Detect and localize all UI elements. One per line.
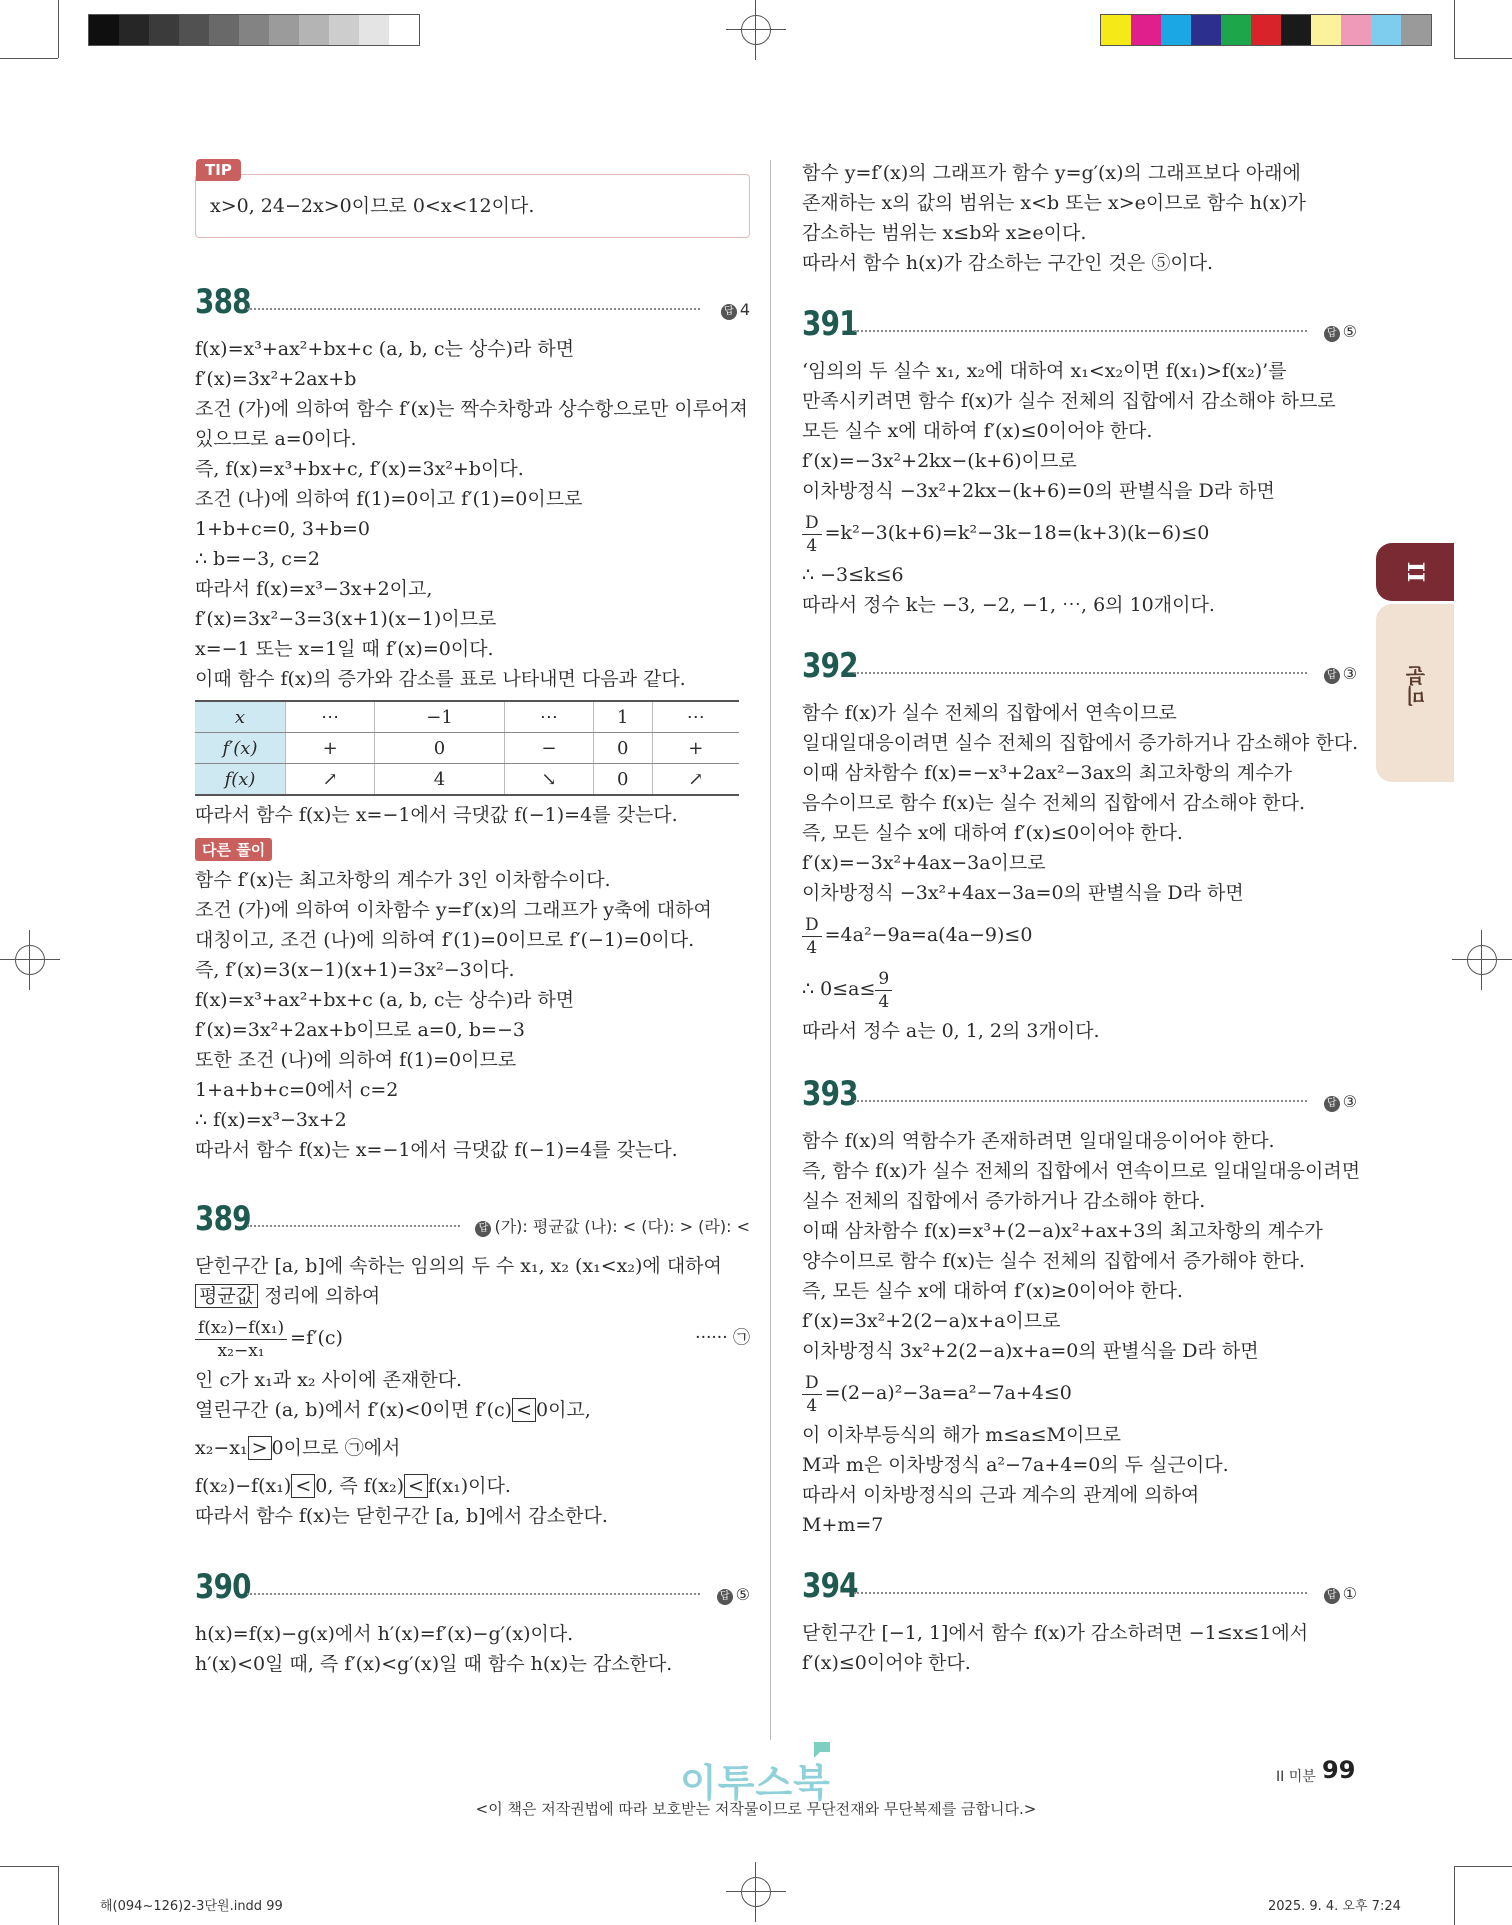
problem-number: 390 [195, 1567, 251, 1607]
leader-dots [854, 330, 1307, 332]
leader-dots [247, 1593, 700, 1595]
solution-line: 음수이므로 함수 f(x)는 실수 전체의 집합에서 감소해야 한다. [802, 792, 1306, 814]
tip-box [195, 161, 750, 238]
solution-line: 실수 전체의 집합에서 증가하거나 감소해야 한다. [802, 1190, 1206, 1212]
blank-box: 평균값 [195, 1284, 258, 1308]
registration-mark-top [726, 0, 786, 60]
table-cell: 0 [594, 764, 653, 796]
solution-line: 따라서 정수 k는 −3, −2, −1, ⋯, 6의 10개이다. [802, 594, 1215, 616]
blank-box: < [404, 1474, 428, 1498]
color-swatch [359, 15, 389, 45]
solution-line: f(x)=x³+ax²+bx+c (a, b, c는 상수)라 하면 [195, 989, 575, 1011]
line-text: f(x₂)−f(x₁) [195, 1475, 292, 1497]
problem-392-body [802, 698, 1357, 1046]
fraction-line [802, 506, 1357, 560]
answer-value: ③ [1342, 1092, 1357, 1111]
problem-389-header [195, 1195, 750, 1241]
line-text: =4a²−9a=a(4a−9)≤0 [824, 924, 1033, 946]
table-cell: 4 [375, 764, 504, 796]
problem-388-header [195, 278, 750, 324]
crop-mark [1454, 58, 1512, 59]
fraction-numerator: 9 [875, 968, 892, 991]
registration-mark-bottom [726, 1862, 786, 1922]
solution-line: 따라서 함수 f(x)는 x=−1에서 극댓값 f(−1)=4를 갖는다. [195, 1139, 678, 1161]
line-text: =f′(c) [290, 1327, 343, 1349]
blank-box: < [512, 1398, 536, 1422]
color-swatch [1371, 15, 1401, 45]
solution-line: 따라서 f(x)=x³−3x+2이고, [195, 578, 433, 600]
solution-line: 함수 f(x)가 실수 전체의 집합에서 연속이므로 [802, 702, 1177, 724]
problem-390-continued [802, 158, 1357, 278]
color-swatch [1311, 15, 1341, 45]
color-swatch [119, 15, 149, 45]
solution-line: f′(x)=3x²+2ax+b이므로 a=0, b=−3 [195, 1019, 525, 1041]
color-swatch [299, 15, 329, 45]
fraction [195, 1317, 287, 1362]
problem-391-body [802, 356, 1357, 620]
solution-line: h(x)=f(x)−g(x)에서 h′(x)=f′(x)−g′(x)이다. [195, 1623, 574, 1645]
chapter-tab-roman [1376, 543, 1454, 601]
solution-line: 함수 f′(x)는 최고차항의 계수가 3인 이차함수이다. [195, 869, 611, 891]
solution-line: 닫힌구간 [a, b]에 속하는 임의의 두 수 x₁, x₂ (x₁<x₂)에 대하여 [195, 1255, 722, 1277]
answer-badge [1324, 1584, 1357, 1604]
solution-line: 존재하는 x의 값의 범위는 x<b 또는 x>e이므로 함수 h(x)가 [802, 192, 1306, 214]
fraction [802, 914, 822, 959]
solution-line: 인 c가 x₁과 x₂ 사이에 존재한다. [195, 1369, 463, 1391]
print-datetime: 2025. 9. 4. 오후 7:24 [1268, 1899, 1401, 1914]
table-cell: ↗ [652, 764, 739, 796]
table-cell: f(x) [195, 764, 286, 796]
crop-mark [1454, 1866, 1512, 1867]
leader-dots [247, 1225, 460, 1227]
crop-mark [0, 1866, 58, 1867]
problem-390-body [195, 1619, 750, 1679]
table-cell: ⋯ [652, 701, 739, 733]
color-swatch [1131, 15, 1161, 45]
problem-394-body [802, 1618, 1357, 1678]
color-swatch [1161, 15, 1191, 45]
fraction-denominator: 4 [806, 535, 818, 556]
answer-icon: 답 [721, 304, 737, 320]
color-swatch-bar [1100, 14, 1432, 46]
problem-number: 393 [802, 1074, 858, 1114]
answer-icon: 답 [1324, 1588, 1340, 1604]
color-swatch [179, 15, 209, 45]
column-divider [770, 160, 771, 1740]
copyright-notice: <이 책은 저작권법에 따라 보호받는 저작물이므로 무단전재와 무단복제를 금합니다.> [475, 1800, 1037, 1818]
problem-number: 394 [802, 1566, 858, 1606]
answer-icon: 답 [717, 1589, 733, 1605]
registration-mark-right [1452, 930, 1512, 990]
answer-value: 4 [739, 300, 750, 319]
solution-line: 따라서 이차방정식의 근과 계수의 관계에 의하여 [802, 1484, 1200, 1506]
crop-mark [0, 58, 58, 59]
table-cell: ⋯ [504, 701, 593, 733]
solution-line: ∴ b=−3, c=2 [195, 548, 320, 570]
line-text: 정리에 의하여 [258, 1285, 381, 1307]
footer-chapter: II 미분 [1276, 1769, 1316, 1785]
solution-line: 따라서 함수 h(x)가 감소하는 구간인 것은 ⑤이다. [802, 252, 1214, 274]
solution-line: 따라서 정수 a는 0, 1, 2의 3개이다. [802, 1020, 1100, 1042]
chapter-label: 미분 [1405, 666, 1429, 706]
solution-line: 이때 함수 f(x)의 증가와 감소를 표로 나타내면 다음과 같다. [195, 668, 686, 690]
fraction-denominator: x₂−x₁ [217, 1340, 265, 1361]
solution-line: 닫힌구간 [−1, 1]에서 함수 f(x)가 감소하려면 −1≤x≤1에서 [802, 1622, 1309, 1644]
answer-value: (가): 평균값 (나): < (다): > (라): < [494, 1217, 750, 1236]
solution-line: ∴ −3≤k≤6 [802, 564, 904, 586]
fraction-numerator: f(x₂)−f(x₁) [195, 1317, 287, 1340]
answer-icon: 답 [1324, 326, 1340, 342]
color-swatch [209, 15, 239, 45]
tip-text: x>0, 24−2x>0이므로 0<x<12이다. [210, 195, 535, 217]
fraction-line [802, 908, 1357, 962]
table-cell: 0 [375, 733, 504, 764]
table-cell: + [652, 733, 739, 764]
problem-388-body [195, 334, 750, 1165]
fraction [875, 968, 892, 1013]
solution-line: h′(x)<0일 때, 즉 f′(x)<g′(x)일 때 함수 h(x)는 감소한다. [195, 1653, 673, 1675]
color-swatch [269, 15, 299, 45]
solution-line: 조건 (나)에 의하여 f(1)=0이고 f′(1)=0이므로 [195, 488, 583, 510]
color-swatch [1251, 15, 1281, 45]
problem-number: 392 [802, 646, 858, 686]
fraction-numerator: D [802, 1372, 822, 1395]
answer-value: ① [1342, 1584, 1357, 1603]
tip-label: TIP [196, 159, 241, 181]
answer-badge [721, 300, 750, 320]
solution-line: 즉, 모든 실수 x에 대하여 f′(x)≤0이어야 한다. [802, 822, 1183, 844]
blank-box: < [291, 1474, 315, 1498]
problem-393-header [802, 1070, 1357, 1116]
color-swatch [1341, 15, 1371, 45]
fraction [802, 512, 822, 557]
fraction [802, 1372, 822, 1417]
solution-line: 즉, f(x)=x³+bx+c, f′(x)=3x²+b이다. [195, 458, 524, 480]
problem-392-header [802, 642, 1357, 688]
solution-line: 만족시키려면 함수 f(x)가 실수 전체의 집합에서 감소해야 하므로 [802, 390, 1336, 412]
color-swatch [1101, 15, 1131, 45]
solution-line: 함수 f(x)의 역함수가 존재하려면 일대일대응이어야 한다. [802, 1130, 1275, 1152]
solution-line: M과 m은 이차방정식 a²−7a+4=0의 두 실근이다. [802, 1454, 1229, 1476]
left-column [195, 160, 750, 1679]
fraction-denominator: 4 [878, 991, 890, 1012]
solution-line: x=−1 또는 x=1일 때 f′(x)=0이다. [195, 638, 494, 660]
page-number: 99 [1322, 1756, 1356, 1784]
solution-line: 이차방정식 −3x²+4ax−3a=0의 판별식을 D라 하면 [802, 882, 1244, 904]
solution-line: 이차방정식 −3x²+2kx−(k+6)=0의 판별식을 D라 하면 [802, 480, 1275, 502]
problem-number: 389 [195, 1199, 251, 1239]
line-text: 0, 즉 f(x₂) [315, 1475, 404, 1497]
color-swatch [89, 15, 119, 45]
answer-icon: 답 [1324, 1096, 1340, 1112]
problem-390-header [195, 1563, 750, 1609]
solution-line: ‘임의의 두 실수 x₁, x₂에 대하여 x₁<x₂이면 f(x₁)>f(x₂)’를 [802, 360, 1287, 382]
answer-icon: 답 [1324, 668, 1340, 684]
table-cell: −1 [375, 701, 504, 733]
solution-line: 이차방정식 3x²+2(2−a)x+a=0의 판별식을 D라 하면 [802, 1340, 1259, 1362]
table-cell: x [195, 701, 286, 733]
fraction-line [802, 962, 1357, 1016]
solution-line: 이때 삼차함수 f(x)=−x³+2ax²−3ax의 최고차항의 계수가 [802, 762, 1292, 784]
table-row [195, 701, 739, 733]
line-text: 0이므로 ㉠에서 [271, 1437, 401, 1459]
solution-line: 대칭이고, 조건 (나)에 의하여 f′(1)=0이므로 f′(−1)=0이다. [195, 929, 695, 951]
problem-number: 391 [802, 304, 858, 344]
color-swatch [1221, 15, 1251, 45]
color-swatch [1281, 15, 1311, 45]
variation-table [195, 700, 739, 796]
table-cell: − [504, 733, 593, 764]
table-cell: ⋯ [286, 701, 375, 733]
solution-line: 1+a+b+c=0에서 c=2 [195, 1079, 399, 1101]
solution-line: 이 이차부등식의 해가 m≤a≤M이므로 [802, 1424, 1122, 1446]
equation-tag: ······ ㉠ [695, 1328, 750, 1348]
solution-line [195, 1471, 750, 1501]
solution-line: 이때 삼차함수 f(x)=x³+(2−a)x²+ax+3의 최고차항의 계수가 [802, 1220, 1323, 1242]
problem-391-header [802, 300, 1357, 346]
problem-389-body [195, 1251, 750, 1531]
solution-line: 즉, f′(x)=3(x−1)(x+1)=3x²−3이다. [195, 959, 515, 981]
line-text: 열린구간 (a, b)에서 f′(x)<0이면 f′(c) [195, 1399, 513, 1421]
solution-line: 즉, 함수 f(x)가 실수 전체의 집합에서 연속이므로 일대일대응이려면 [802, 1160, 1361, 1182]
solution-line: 함수 y=f′(x)의 그래프가 함수 y=g′(x)의 그래프보다 아래에 [802, 162, 1301, 184]
solution-line: 감소하는 범위는 x≤b와 x≥e이다. [802, 222, 1087, 244]
solution-line: f′(x)≤0이어야 한다. [802, 1652, 971, 1674]
line-text: 0이고, [535, 1399, 591, 1421]
problem-394-header [802, 1562, 1357, 1608]
solution-line: 또한 조건 (나)에 의하여 f(1)=0이므로 [195, 1049, 517, 1071]
line-text: =k²−3(k+6)=k²−3k−18=(k+3)(k−6)≤0 [824, 522, 1210, 544]
color-swatch [149, 15, 179, 45]
solution-line [195, 1281, 750, 1311]
table-cell: f′(x) [195, 733, 286, 764]
answer-value: ③ [1342, 664, 1357, 683]
solution-line: 따라서 함수 f(x)는 닫힌구간 [a, b]에서 감소한다. [195, 1505, 608, 1527]
color-swatch [389, 15, 419, 45]
crop-mark [1454, 0, 1455, 58]
registration-mark-left [0, 930, 60, 990]
logo-flag-icon [812, 1740, 832, 1760]
solution-line: 즉, 모든 실수 x에 대하여 f′(x)≥0이어야 한다. [802, 1280, 1183, 1302]
line-text: x₂−x₁ [195, 1437, 248, 1459]
answer-badge [1324, 664, 1357, 684]
color-swatch [1191, 15, 1221, 45]
crop-mark [58, 0, 59, 58]
solution-line: 있으므로 a=0이다. [195, 428, 357, 450]
answer-value: ⑤ [1342, 322, 1357, 341]
solution-line: f′(x)=−3x²+2kx−(k+6)이므로 [802, 450, 1077, 472]
solution-line: 일대일대응이려면 실수 전체의 집합에서 증가하거나 감소해야 한다. [802, 732, 1359, 754]
alternative-solution-label: 다른 풀이 [195, 838, 272, 861]
line-text: f(x₁)이다. [427, 1475, 511, 1497]
fraction-denominator: 4 [806, 1395, 818, 1416]
line-text: ∴ 0≤a≤ [802, 978, 876, 1000]
solution-line [195, 1433, 750, 1463]
answer-badge [1324, 1092, 1357, 1112]
fraction-denominator: 4 [806, 937, 818, 958]
leader-dots [247, 308, 700, 310]
blank-box: > [248, 1436, 272, 1460]
crop-mark [58, 1866, 59, 1925]
solution-line: 양수이므로 함수 f(x)는 실수 전체의 집합에서 증가해야 한다. [802, 1250, 1306, 1272]
solution-line [195, 1395, 750, 1425]
answer-icon: 답 [475, 1221, 491, 1237]
solution-line: 1+b+c=0, 3+b=0 [195, 518, 370, 540]
color-swatch [1401, 15, 1431, 45]
chapter-roman-numeral: II [1402, 561, 1428, 583]
table-cell: 1 [594, 701, 653, 733]
table-row [195, 733, 739, 764]
table-cell: 0 [594, 733, 653, 764]
color-swatch [239, 15, 269, 45]
answer-badge [1324, 322, 1357, 342]
leader-dots [854, 1592, 1307, 1594]
solution-line: f′(x)=3x²−3=3(x+1)(x−1)이므로 [195, 608, 497, 630]
chapter-tab-label [1376, 604, 1454, 782]
grayscale-swatch-bar [88, 14, 420, 46]
solution-line: f′(x)=−3x²+4ax−3a이므로 [802, 852, 1046, 874]
fraction-numerator: D [802, 914, 822, 937]
solution-line: 따라서 함수 f(x)는 x=−1에서 극댓값 f(−1)=4를 갖는다. [195, 804, 678, 826]
solution-line: f′(x)=3x²+2ax+b [195, 368, 357, 390]
leader-dots [854, 1100, 1307, 1102]
solution-line: ∴ f(x)=x³−3x+2 [195, 1109, 347, 1131]
solution-line: M+m=7 [802, 1514, 884, 1536]
line-text: =(2−a)²−3a=a²−7a+4≤0 [824, 1382, 1072, 1404]
answer-badge [475, 1214, 750, 1237]
solution-line: f′(x)=3x²+2(2−a)x+a이므로 [802, 1310, 1061, 1332]
table-cell: ↗ [286, 764, 375, 796]
color-swatch [329, 15, 359, 45]
crop-mark [1454, 1866, 1455, 1925]
right-column [802, 158, 1361, 1678]
solution-line: 조건 (가)에 의하여 이차함수 y=f′(x)의 그래프가 y축에 대하여 [195, 899, 712, 921]
fraction-numerator: D [802, 512, 822, 535]
leader-dots [854, 672, 1307, 674]
file-slug: 해(094~126)2-3단원.indd 99 [100, 1899, 283, 1914]
answer-badge [717, 1585, 750, 1605]
fraction-line [195, 1311, 750, 1365]
problem-number: 388 [195, 282, 251, 322]
problem-393-body [802, 1126, 1361, 1540]
solution-line: 조건 (가)에 의하여 함수 f′(x)는 짝수차항과 상수항으로만 이루어져 [195, 398, 748, 420]
table-row [195, 764, 739, 796]
fraction-line [802, 1366, 1357, 1420]
solution-line: 모든 실수 x에 대하여 f′(x)≤0이어야 한다. [802, 420, 1153, 442]
table-cell: ↘ [504, 764, 593, 796]
answer-value: ⑤ [735, 1585, 750, 1604]
table-cell: + [286, 733, 375, 764]
publisher-logo: 이투스북 [680, 1761, 831, 1805]
solution-line: f(x)=x³+ax²+bx+c (a, b, c는 상수)라 하면 [195, 338, 575, 360]
